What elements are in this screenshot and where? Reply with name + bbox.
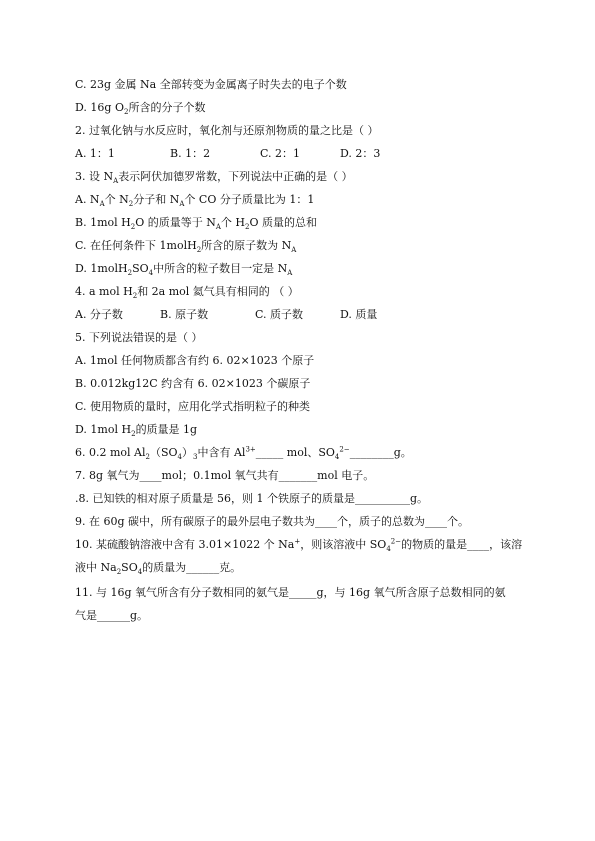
option-line <box>75 216 317 230</box>
option-text: C. 使用物质的量时，应用化学式指明粒子的种类 <box>75 400 311 413</box>
subscript: A <box>99 200 105 209</box>
option-text: B. 1mol H <box>75 216 131 229</box>
option-line <box>75 354 314 368</box>
option-line <box>75 423 197 437</box>
question-text: 10. 某硫酸钠溶液中含有 3.01×1022 个 Na <box>75 538 295 551</box>
question-text: 表示阿伏加德罗常数，下列说法中正确的是（ ） <box>118 170 353 183</box>
question-11-cont <box>75 609 148 623</box>
option-text: SO <box>132 262 149 275</box>
option-b: B. 1：2 <box>170 147 211 160</box>
subscript: 2 <box>145 453 150 462</box>
question-text: 11. 与 16g 氧气所含有分子数相同的氨气是_____g，与 16g 氧气所含原子总数相同的氨 <box>75 586 506 599</box>
option-line <box>75 377 310 391</box>
option-text: C. 在任何条件下 1molH <box>75 239 197 252</box>
option-text: 的质量是 1g <box>135 423 198 436</box>
option-a: A. 1：1 <box>75 147 115 160</box>
question-text: 6. 0.2 mol Al <box>75 446 146 459</box>
question-5 <box>75 331 203 345</box>
options-row <box>75 308 377 322</box>
subscript: 2 <box>131 430 136 439</box>
question-text: 7. 8g 氧气为____mol；0.1mol 氧气共有_______mol 电子。 <box>75 469 375 482</box>
option-line <box>75 262 292 276</box>
subscript: A <box>179 200 185 209</box>
superscript: 3+ <box>245 445 256 454</box>
options-row <box>75 147 380 161</box>
question-4 <box>75 285 299 299</box>
subscript: 4 <box>148 269 154 278</box>
question-text: 的物质的量是____，该溶 <box>401 538 523 551</box>
option-text: D. 1mol H <box>75 423 132 436</box>
question-text: .8. 已知铁的相对原子质量是 56，则 1 个铁原子的质量是__________g。 <box>75 492 429 505</box>
option-text: 个 H <box>220 216 246 229</box>
question-6 <box>75 446 412 460</box>
subscript: 2 <box>123 108 129 117</box>
subscript: 2 <box>128 200 134 209</box>
subscript: A <box>291 246 297 255</box>
option-text: 个 CO 分子质量比为 1：1 <box>184 193 315 206</box>
subscript: 4 <box>334 453 340 462</box>
question-text: ，则该溶液中 SO <box>300 538 387 551</box>
option-text: 所含的分子个数 <box>128 101 206 114</box>
subscript: A <box>287 269 293 278</box>
superscript: + <box>294 537 301 546</box>
option-text: D. 1molH <box>75 262 128 275</box>
option-a: A. 分子数 <box>75 308 123 321</box>
question-text: 中含有 Al <box>197 446 246 459</box>
subscript: 2 <box>132 292 138 301</box>
subscript: 2 <box>130 223 136 232</box>
question-text: 液中 Na <box>75 561 117 574</box>
option-text: B. 0.012kg12C 约含有 6. 02×1023 个碳原子 <box>75 377 311 390</box>
option-text: A. N <box>75 193 100 206</box>
option-c: C. 质子数 <box>255 308 304 321</box>
question-10-cont <box>75 561 241 575</box>
option-text: A. 1mol 任何物质都含有约 6. 02×1023 个原子 <box>75 354 315 367</box>
question-11 <box>75 586 506 600</box>
option-line <box>75 78 347 92</box>
subscript: 2 <box>196 246 202 255</box>
subscript: 4 <box>137 568 143 577</box>
option-text: C. 23g 金属 Na 全部转变为金属离子时失去的电子个数 <box>75 78 347 91</box>
option-b: B. 原子数 <box>160 308 209 321</box>
subscript: 2 <box>127 269 133 278</box>
option-text: 个 N <box>104 193 129 206</box>
question-7 <box>75 469 374 483</box>
option-line <box>75 101 205 115</box>
option-text: O 质量的总和 <box>249 216 317 229</box>
option-line <box>75 400 310 414</box>
question-text: _____ mol、SO <box>255 446 335 459</box>
option-c: C. 2：1 <box>260 147 301 160</box>
option-d: D. 2：3 <box>340 147 381 160</box>
question-text: SO <box>121 561 138 574</box>
subscript: A <box>113 177 119 186</box>
question-10 <box>75 538 522 552</box>
subscript: A <box>215 223 221 232</box>
option-d: D. 质量 <box>340 308 378 321</box>
subscript: 3 <box>193 453 198 462</box>
subscript: 4 <box>177 453 183 462</box>
option-text: 分子和 N <box>133 193 180 206</box>
question-text: 3. 设 N <box>75 170 114 183</box>
option-text: O 的质量等于 N <box>135 216 216 229</box>
question-2 <box>75 124 379 138</box>
option-line <box>75 239 296 253</box>
superscript: 2− <box>390 537 402 546</box>
option-text: 中所含的粒子数目一定是 N <box>153 262 288 275</box>
option-line <box>75 193 314 207</box>
option-text: D. 16g O <box>75 101 124 114</box>
subscript: 2 <box>116 568 122 577</box>
question-8 <box>75 492 428 506</box>
question-text: 和 2a mol 氦气具有相同的 （ ） <box>137 285 299 298</box>
option-text: 所含的原子数为 N <box>201 239 292 252</box>
subscript: 2 <box>245 223 250 232</box>
question-text: 的质量为______克。 <box>142 561 242 574</box>
question-text: 4. a mol H <box>75 285 133 298</box>
question-text: 2. 过氧化钠与水反应时，氧化剂与还原剂物质的量之比是（ ） <box>75 124 379 137</box>
question-text: （SO <box>149 446 178 459</box>
question-3 <box>75 170 353 184</box>
question-text: ________g。 <box>349 446 412 459</box>
question-text: 5. 下列说法错误的是（ ） <box>75 331 203 344</box>
question-text: 气是______g。 <box>75 609 149 622</box>
subscript: 4 <box>386 545 391 554</box>
superscript: 2− <box>339 445 350 454</box>
question-9 <box>75 515 469 529</box>
question-text: ） <box>182 446 194 459</box>
question-text: 9. 在 60g 碳中，所有碳原子的最外层电子数共为____个，质子的总数为____个。 <box>75 515 470 528</box>
